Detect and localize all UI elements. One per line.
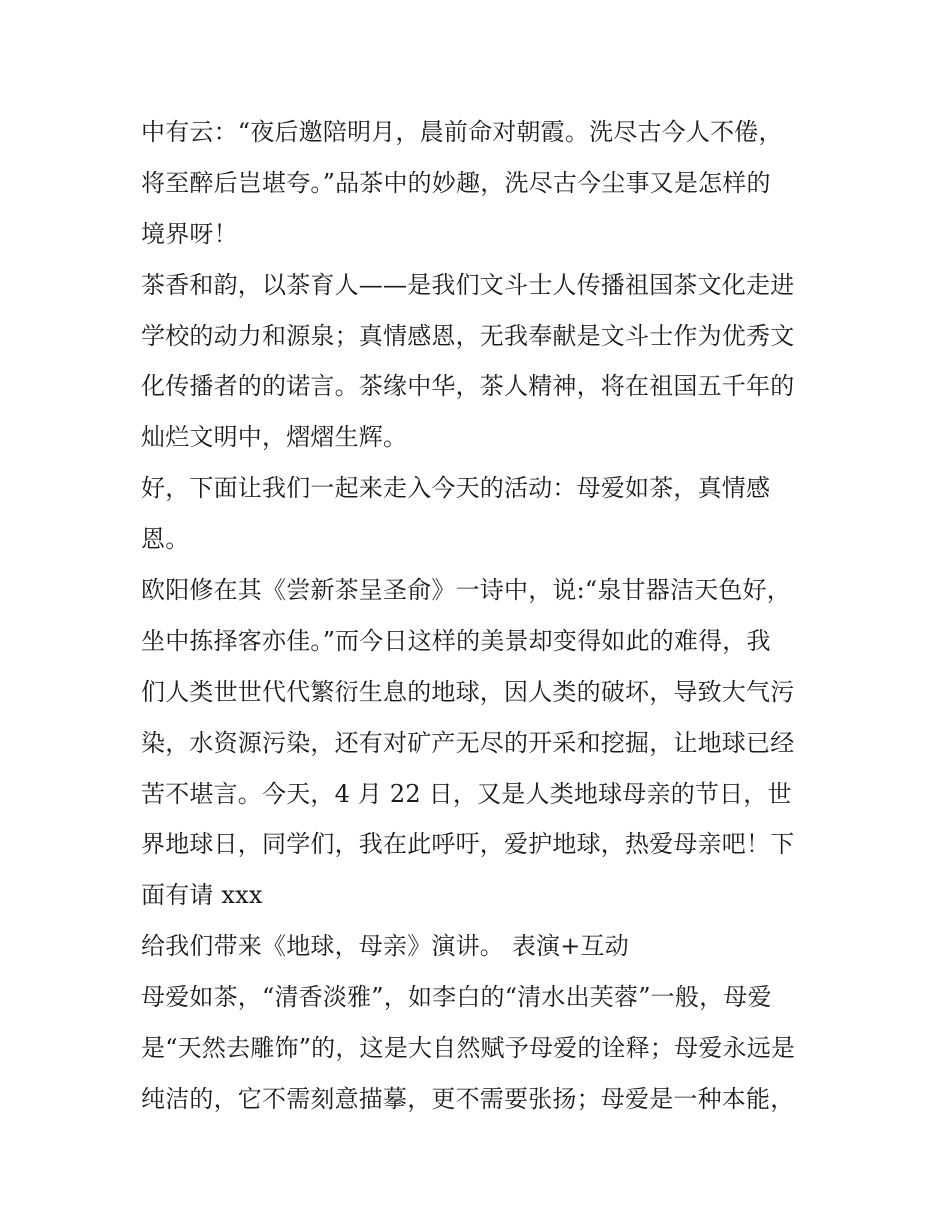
text-line: 化传播者的的诺言。茶缘中华，茶人精神，将在祖国五千年的 <box>141 372 795 401</box>
text-line: 恩。 <box>141 525 190 554</box>
text-line: 坐中拣择客亦佳。”而今日这样的美景却变得如此的难得，我 <box>141 626 771 655</box>
text-line: 好，下面让我们一起来走入今天的活动：母爱如茶，真情感 <box>141 474 771 503</box>
text-line: 给我们带来《地球，母亲》演讲。 表演+互动 <box>141 932 629 961</box>
text-line: 茶香和韵，以茶育人——是我们文斗士人传播祖国茶文化走进 <box>141 270 795 299</box>
text-line: 欧阳修在其《尝新茶呈圣俞》一诗中，说:“泉甘器洁天色好， <box>141 576 791 605</box>
text-line: 染，水资源污染，还有对矿产无尽的开采和挖掘，让地球已经 <box>141 728 795 757</box>
text-line: 界地球日，同学们，我在此呼吁，爱护地球，热爱母亲吧！下 <box>141 830 795 859</box>
text-line: 们人类世世代代繁衍生息的地球，因人类的破坏，导致大气污 <box>141 677 795 706</box>
text-line: 将至醉后岂堪夸。”品茶中的妙趣，洗尽古今尘事又是怎样的 <box>141 168 771 197</box>
text-line: 母爱如茶，“清香淡雅”，如李白的“清水出芙蓉”一般，母爱 <box>141 983 772 1012</box>
text-line: 境界呀！ <box>141 219 238 248</box>
text-line: 学校的动力和源泉；真情感恩，无我奉献是文斗士作为优秀文 <box>141 321 795 350</box>
text-line: 纯洁的，它不需刻意描摹，更不需要张扬；母爱是一种本能， <box>141 1084 795 1113</box>
text-line: 灿烂文明中，熠熠生辉。 <box>141 423 408 452</box>
document-body <box>141 107 821 1125</box>
text-line: 中有云：“夜后邀陪明月，晨前命对朝霞。洗尽古今人不倦， <box>141 118 783 146</box>
text-line: 面有请 xxx <box>141 881 263 910</box>
text-line: 是“天然去雕饰”的，这是大自然赋予母爱的诠释；母爱永远是 <box>141 1034 796 1063</box>
text-line: 苦不堪言。今天，4 月 22 日，又是人类地球母亲的节日，世 <box>141 779 792 808</box>
